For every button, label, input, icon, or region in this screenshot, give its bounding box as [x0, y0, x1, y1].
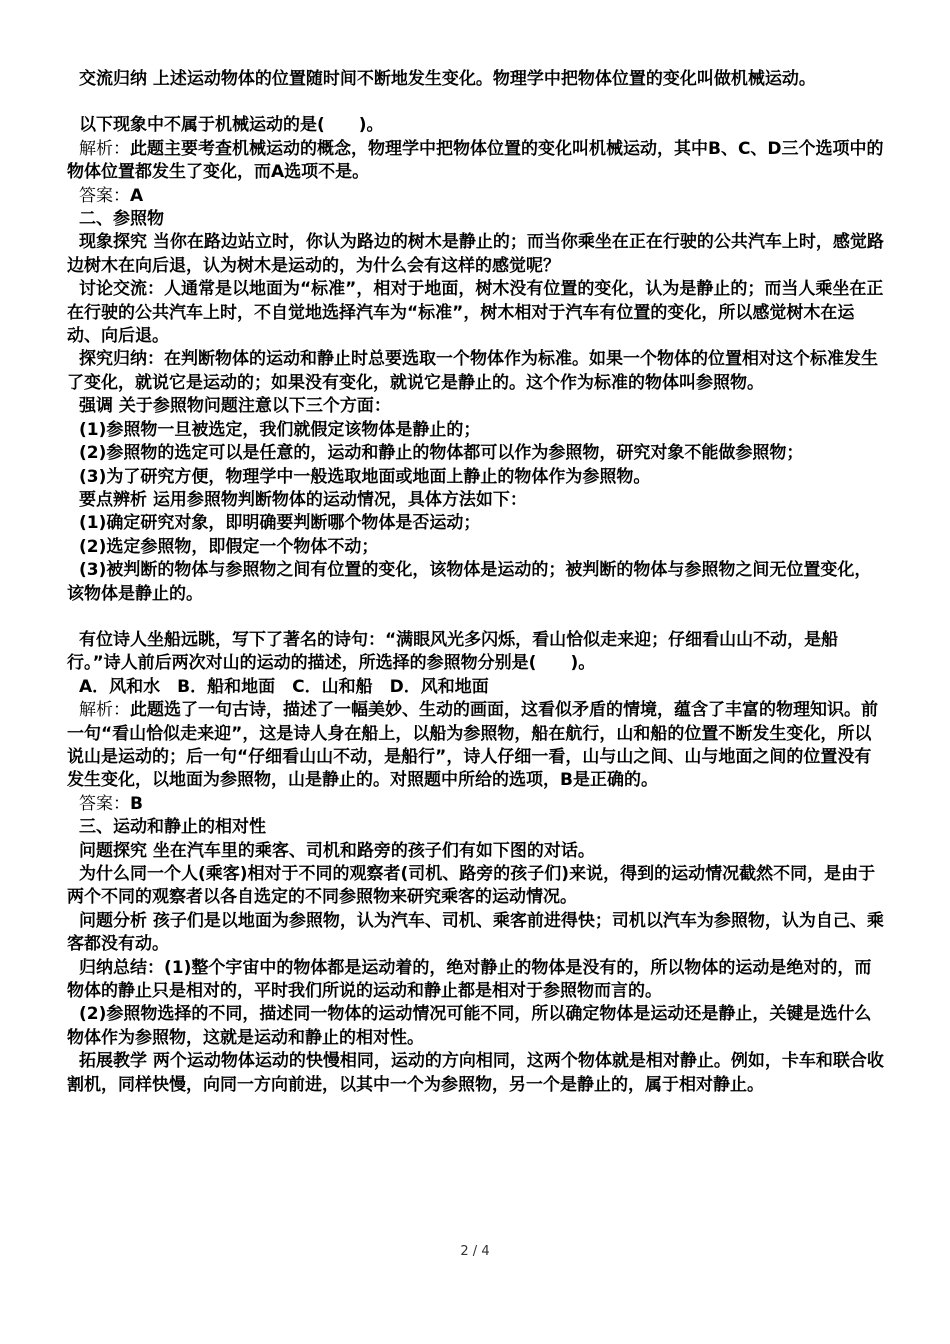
paragraph-lead: 解析： [79, 700, 130, 721]
paragraph-text: 此题选了一句古诗，描述了一幅美妙、生动的画面，这看似矛盾的情境，蕴含了丰富的物理知识。前一句“看山恰似走来迎”，这是诗人身在船上，以船为参照物，船在航行，山和船的位置不断发生变化，所以说山是运动的；后一句“仔细看山山不动，是船行”，诗人仔细一看，山与山之间、山与地面之间的位置没有发生变化，以地面为参照物，山是静止的。对照题中所给的选项，B是正确的。 [67, 700, 878, 791]
paragraph-text: 此题主要考查机械运动的概念，物理学中把物体位置的变化叫机械运动，其中B、C、D三个选项中的物体位置都发生了变化，而A选项不是。 [67, 138, 884, 183]
paragraph [67, 419, 887, 442]
paragraph-text: 有位诗人坐船远眺，写下了著名的诗句：“满眼风光多闪烁，看山恰似走来迎；仔细看山山不动，是船行。”诗人前后两次对山的运动的描述，所选择的参照物分别是( )。 [67, 629, 839, 674]
paragraph-text: 为什么同一个人(乘客)相对于不同的观察者(司机、路旁的孩子们)来说，得到的运动情况截然不同，是由于两个不同的观察者以各自选定的不同参照物来研究乘客的运动情况。 [67, 864, 876, 908]
paragraph-lead: 答案： [79, 793, 130, 814]
paragraph [67, 676, 887, 699]
paragraph [67, 348, 887, 395]
paragraph [67, 114, 887, 137]
paragraph-text: 讨论交流：人通常是以地面为“标准”，相对于地面，树木没有位置的变化，认为是静止的；而当人乘坐在正在行驶的公共汽车上时，不自觉地选择汽车为“标准”，树木相对于汽车有位置的变化，所以感觉树木在运动、向后退。 [67, 279, 884, 347]
paragraph [67, 185, 887, 208]
paragraph [67, 395, 887, 418]
paragraph-text: 以下现象中不属于机械运动的是( )。 [79, 115, 384, 136]
paragraph [67, 138, 887, 185]
paragraph-text: 拓展教学 两个运动物体运动的快慢相同，运动的方向相同，这两个物体就是相对静止。例如，卡车和联合收割机，同样快慢，向同一方向前进，以其中一个为参照物，另一个是静止的，属于相对静止。 [67, 1051, 884, 1095]
page-number: 2 / 4 [460, 1244, 490, 1259]
paragraph-text: 问题探究 坐在汽车里的乘客、司机和路旁的孩子们有如下图的对话。 [79, 840, 595, 861]
paragraph [67, 840, 887, 863]
paragraph-text: (2)参照物的选定可以是任意的，运动和静止的物体都可以作为参照物，研究对象不能做参照物； [79, 443, 804, 464]
paragraph [67, 816, 887, 839]
paragraph-text: 强调 关于参照物问题注意以下三个方面： [79, 396, 391, 417]
paragraph [67, 68, 887, 91]
paragraph [67, 957, 887, 1004]
paragraph-text: (1)确定研究对象，即明确要判断哪个物体是否运动； [79, 513, 481, 534]
paragraph-text: 归纳总结：(1)整个宇宙中的物体都是运动着的，绝对静止的物体是没有的，所以物体的运动是绝对的，而物体的静止只是相对的，平时我们所说的运动和静止都是相对于参照物而言的。 [67, 957, 872, 1002]
paragraph [67, 1050, 887, 1097]
paragraph [67, 863, 887, 910]
paragraph-text: A．风和水 B．船和地面 C．山和船 D．风和地面 [79, 676, 489, 697]
paragraph-text: B [130, 793, 143, 814]
paragraph [67, 278, 887, 348]
paragraph [67, 629, 887, 676]
paragraph-gap [67, 91, 887, 114]
paragraph-text: (1)参照物一旦被选定，我们就假定该物体是静止的； [79, 419, 481, 440]
paragraph-text: 探究归纳：在判断物体的运动和静止时总要选取一个物体作为标准。如果一个物体的位置相对这个标准发生了变化，就说它是运动的；如果没有变化，就说它是静止的。这个作为标准的物体叫参照物。 [67, 349, 878, 393]
paragraph-text: 问题分析 孩子们是以地面为参照物，认为汽车、司机、乘客前进得快；司机以汽车为参照物，认为自己、乘客都没有动。 [67, 910, 884, 955]
paragraph-text: (2)选定参照物，即假定一个物体不动； [79, 536, 379, 557]
paragraph [67, 208, 887, 231]
paragraph [67, 699, 887, 793]
paragraph-lead: 答案： [79, 185, 130, 206]
paragraph [67, 1003, 887, 1050]
paragraph [67, 489, 887, 512]
paragraph-text: (3)为了研究方便，物理学中一般选取地面或地面上静止的物体作为参照物。 [79, 466, 651, 487]
paragraph-text: A [130, 185, 144, 206]
paragraph-text: 要点辨析 运用参照物判断物体的运动情况，具体方法如下： [79, 489, 527, 510]
paragraph [67, 793, 887, 816]
paragraph-text: (3)被判断的物体与参照物之间有位置的变化，该物体是运动的；被判断的物体与参照物之间无位置变化，该物体是静止的。 [67, 560, 872, 604]
paragraph [67, 442, 887, 465]
paragraph [67, 231, 887, 278]
paragraph [67, 536, 887, 559]
paragraph [67, 910, 887, 957]
paragraph-text: 交流归纳 上述运动物体的位置随时间不断地发生变化。物理学中把物体位置的变化叫做机械运动。 [79, 69, 816, 89]
paragraph [67, 466, 887, 489]
paragraph [67, 512, 887, 535]
paragraph-text: 三、运动和静止的相对性 [79, 817, 266, 838]
document-body [67, 68, 887, 1097]
paragraph-text: 现象探究 当你在路边站立时，你认为路边的树木是静止的；而当你乘坐在正在行驶的公共汽车上时，感觉路边树木在向后退，认为树木是运动的，为什么会有这样的感觉呢？ [67, 232, 884, 276]
paragraph-gap [67, 606, 887, 629]
paragraph-text: (2)参照物选择的不同，描述同一物体的运动情况可能不同，所以确定物体是运动还是静止，关键是选什么物体作为参照物，这就是运动和静止的相对性。 [67, 1004, 872, 1048]
paragraph [67, 559, 887, 606]
paragraph-lead: 解析： [79, 138, 130, 159]
paragraph-text: 二、参照物 [79, 209, 164, 230]
